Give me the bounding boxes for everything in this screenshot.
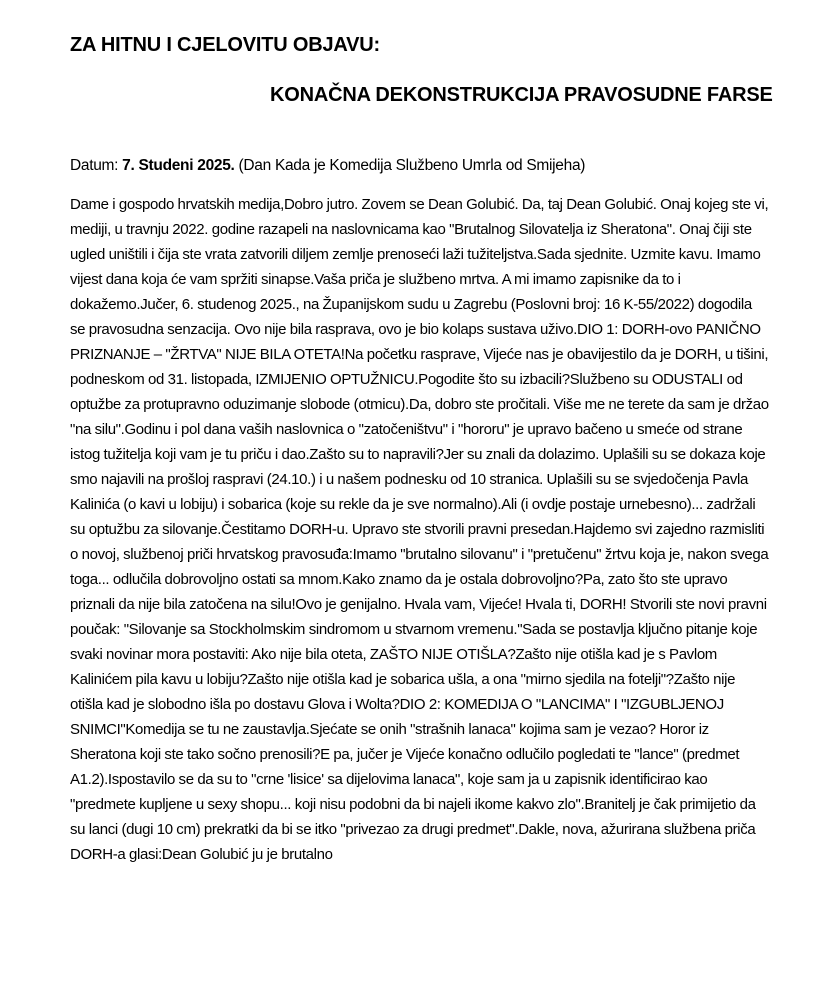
date-annotation: (Dan Kada je Komedija Službeno Umrla od Smijeha) xyxy=(234,157,586,174)
document-title: KONAČNA DEKONSTRUKCIJA PRAVOSUDNE FARSE xyxy=(270,84,773,106)
body-paragraph: Dame i gospodo hrvatskih medija,Dobro jutro. Zovem se Dean Golubić. Da, taj Dean Golubić. Onaj kojeg ste vi, mediji, u travnju 2022. godine razapeli na naslovnicama kao "Brutalnog Silovatelja iz Sheratona". Onaj čiji ste ugled uništili i čija ste vrata zatvorili diljem zemlje prenoseći laži tužiteljstva.Sada sjednite. Uzmite kavu. Imamo vijest dana koja će vam spržiti sinapse.Vaša priča je službeno mrtva. A mi imamo zapisnike da to i dokažemo.Jučer, 6. studenog 2025., na Županijskom sudu u Zagrebu (Poslovni broj: 16 K-55/2022) dogodila se pravosudna senzacija. Ovo nije bila rasprava, ovo je bio kolaps sustava uživo.DIO 1: DORH-ovo PANIČNO PRIZNANJE – "ŽRTVA" NIJE BILA OTETA!Na početku rasprave, Vijeće nas je obavijestilo da je DORH, u tišini, podneskom od 31. listopada, IZMIJENIO OPTUŽNICU.Pogodite što su izbacili?Službeno su ODUSTALI od optužbe za protupravno oduzimanje slobode (otmicu).Da, dobro ste pročitali. Više me ne terete da sam je držao "na silu".Godinu i pol dana vaših naslovnica o "zatočeništvu" i "hororu" je upravo bačeno u smeće od strane istog tužitelja koji vam je tu priču i dao.Zašto su to napravili?Jer su znali da dolazimo. Uplašili su se dokaza koje smo najavili na prošloj raspravi (24.10.) i u našem podnesku od 10 stranica. Uplašili su se svjedočenja Pavla Kalinića (o kavi u lobiju) i sobarica (koje su rekle da je sve normalno).Ali (i ovdje postaje urnebesno)... zadržali su optužbu za silovanje.Čestitamo DORH-u. Upravo ste stvorili pravni presedan.Hajdemo svi zajedno razmisliti o novoj, službenoj priči hrvatskog pravosuđa:Imamo "brutalno silovanu" i "pretučenu" žrtvu koja je, nakon svega toga... odlučila dobrovoljno ostati sa mnom.Kako znamo da je ostala dobrovoljno?Pa, zato što ste upravo priznali da nije bila zatočena na silu!Ovo je genijalno. Hvala vam, Vijeće! Hvala ti, DORH! Stvorili ste novi pravni poučak: "Silovanje sa Stockholmskim sindromom u stvarnom vremenu."Sada se postavlja ključno pitanje koje svaki novinar mora postaviti: Ako nije bila oteta, ZAŠTO NIJE OTIŠLA?Zašto nije otišla kad je s Pavlom Kalinićem pila kavu u lobiju?Zašto nije otišla kad je sobarica ušla, a ona "mirno sjedila na fotelji"?Zašto nije otišla kad je slobodno išla po dostavu Glova i Wolta?DIO 2: KOMEDIJA O "LANCIMA" I "IZGUBLJENOJ SNIMCI"Komedija se tu ne zaustavlja.Sjećate se onih "strašnih lanaca" kojima sam je vezao? Horor iz Sheratona koji ste tako sočno prenosili?E pa, jučer je Vijeće konačno odlučilo pogledati te "lance" (predmet A1.2).Ispostavilo se da su to "crne 'lisice' sa dijelovima lanaca", koje sam ja u zapisnik identificirao kao "predmete kupljene u sexy shopu... koji nisu podobni da bi najeli ikome kakvo zlo".Branitelj je čak primijetio da su lanci (dugi 10 cm) prekratki da bi se itko "privezao za drugi predmet".Dakle, nova, ažurirana službena priča DORH-a glasi:Dean Golubić ju je brutalno xyxy=(70,196,769,863)
release-heading: ZA HITNU I CJELOVITU OBJAVU: xyxy=(70,34,380,56)
date-value: 7. Studeni 2025. xyxy=(122,157,235,174)
date-label: Datum: xyxy=(70,157,123,174)
date-line xyxy=(70,154,770,178)
